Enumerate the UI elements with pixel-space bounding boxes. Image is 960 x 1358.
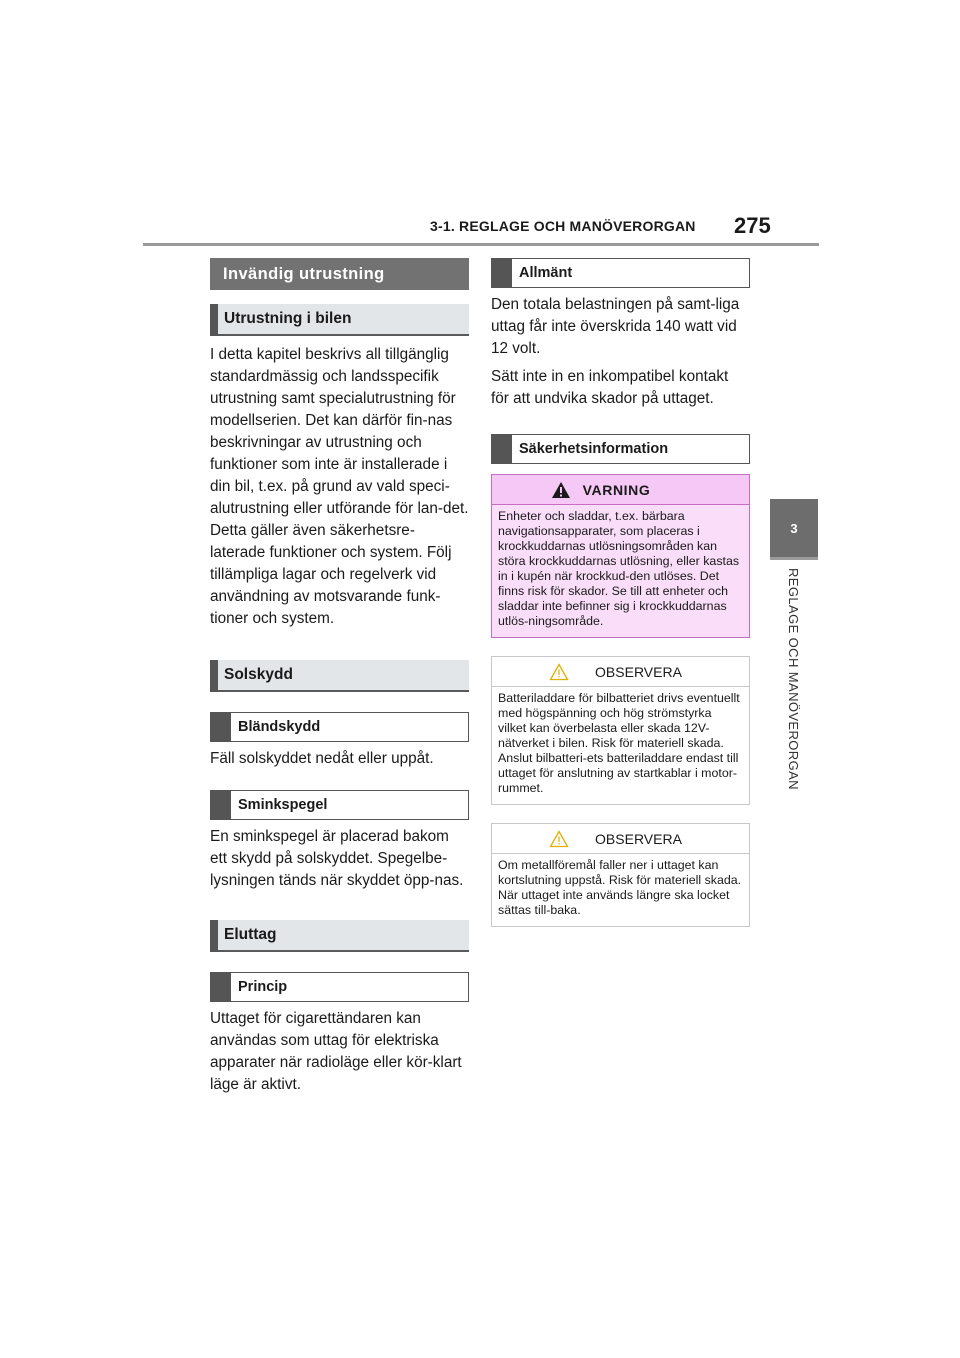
warning-header (492, 475, 749, 505)
section-heading-utrustning: Utrustning i bilen (210, 304, 469, 336)
right-column (491, 258, 750, 927)
page-number: 275 (734, 213, 771, 238)
sminkspegel-text: En sminkspegel är placerad bakom ett skydd på solskyddet. Spegelbe-lysningen tänds när skyddet öpp-nas. (210, 828, 464, 889)
chapter-tab-divider (770, 557, 818, 560)
blandskydd-text: Fäll solskyddet nedåt eller uppåt. (210, 750, 434, 767)
warning-triangle-icon (551, 481, 571, 499)
header-divider (143, 243, 819, 246)
subheading-princip: Princip (210, 972, 469, 1002)
section-title: 3-1. REGLAGE OCH MANÖVERORGAN (430, 218, 696, 234)
warning-text: Enheter och sladdar, t.ex. bärbara navigationsapparater, som placeras i krockkuddarnas utlösningsområden kan störa krockkuddarnas utlösning, eller kastas in i kupén när krockkud-den utlöses. Det finns risk för skador. Se till att enheter och sladdar inte befinner sig i krockkuddarnas utlös-ningsområde. (492, 505, 749, 637)
chapter-title: REGLAGE OCH MANÖVERORGAN (786, 568, 801, 790)
chapter-tab[interactable] (770, 499, 818, 557)
princip-text: Uttaget för cigarettändaren kan användas som uttag för elektriska apparater när radioläge eller kör-klart läge är aktivt. (210, 1010, 462, 1093)
allmant-text-2: Sätt inte in en inkompatibel kontakt för att undvika skador på uttaget. (491, 368, 729, 407)
note-text-1: Batteriladdare för bilbatteriet drivs eventuellt med högspänning och hög strömstyrka vilket kan överbelasta eller skada 12V-nätverket i bilen. Risk för materiell skada. Anslut bilbatteri-ets batteriladdare endast till uttaget för anslutning av startkablar i motor-rummet. (498, 691, 740, 795)
warning-title: VARNING (582, 481, 651, 498)
left-column (210, 258, 469, 1096)
allmant-text-1: Den totala belastningen på samt-liga uttag får inte överskrida 140 watt vid 12 volt. (491, 296, 740, 357)
note-title-2: OBSERVERA (595, 830, 682, 847)
chapter-number: 3 (790, 520, 798, 536)
note-title-1: OBSERVERA (595, 663, 682, 680)
section-heading-eluttag: Eluttag (210, 920, 469, 952)
note-header-2 (492, 824, 749, 854)
main-heading: Invändig utrustning (210, 258, 469, 290)
note-header-1 (492, 657, 749, 687)
caution-triangle-icon (549, 663, 569, 681)
utrustning-text: I detta kapitel beskrivs all tillgänglig standardmässig och landsspecifik utrustning samt specialutrustning för modellserien. Det kan därför fin-nas beskrivningar av utrustning och funktioner som inte är installerade i din bil, t.ex. på grund av vald speci-alutrustning eller utförande för lan-det. Detta gäller även säkerhetsre-laterade funktioner och system. Följ tillämpliga lagar och regelverk vid användning av motsvarande funk-tioner och system. (210, 346, 469, 627)
caution-triangle-icon (549, 830, 569, 848)
subheading-sakerhetsinformation: Säkerhetsinformation (491, 434, 750, 464)
subheading-blandskydd: Bländskydd (210, 712, 469, 742)
warning-box (491, 474, 750, 638)
note-box-1 (491, 656, 750, 805)
note-text-2: Om metallföremål faller ner i uttaget kan kortslutning uppstå. Risk för materiell skada. När uttaget inte används längre ska locket sättas till-baka. (498, 858, 742, 917)
note-box-2 (491, 823, 750, 927)
section-heading-solskydd: Solskydd (210, 660, 469, 692)
subheading-allmant: Allmänt (491, 258, 750, 288)
subheading-sminkspegel: Sminkspegel (210, 790, 469, 820)
